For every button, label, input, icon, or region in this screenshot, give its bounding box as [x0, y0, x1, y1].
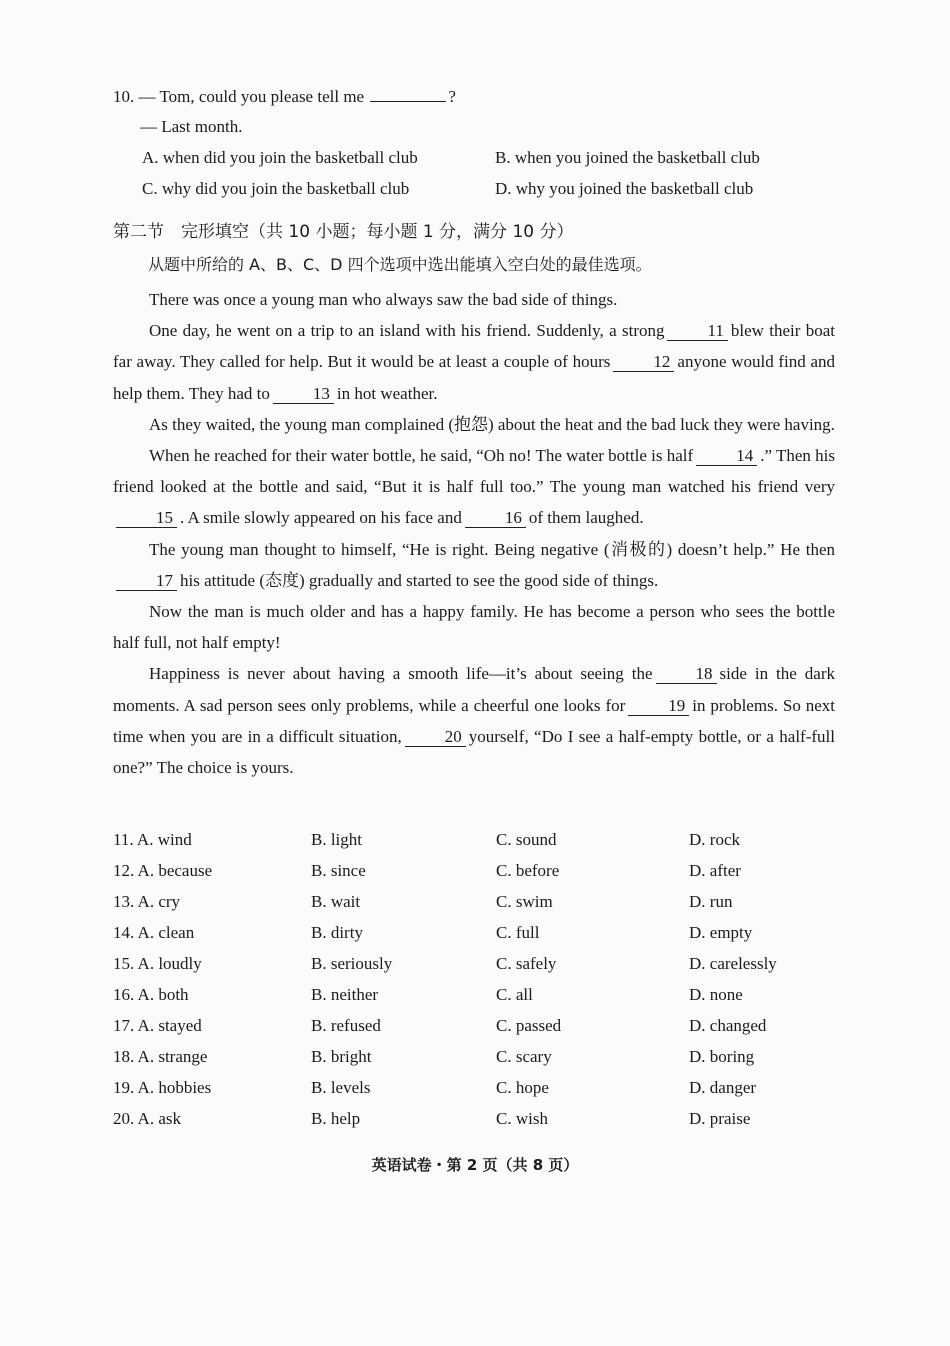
- option-b: B. neither: [311, 985, 379, 1004]
- option-a: 15. A. loudly: [113, 954, 202, 973]
- paragraph-6: Now the man is much older and has a happy family. He has become a person who sees the bottle half full, not half empty!: [113, 602, 835, 653]
- blank-16: 16: [465, 509, 526, 528]
- blank-14: 14: [696, 447, 757, 466]
- option-d: D. after: [689, 861, 741, 880]
- option-c: C. all: [496, 985, 533, 1004]
- section-instruction: 从题中所给的 A、B、C、D 四个选项中选出能填入空白处的最佳选项。: [148, 255, 652, 274]
- blank-19: 19: [628, 697, 689, 716]
- option-d: D. rock: [689, 830, 740, 849]
- text: The young man thought to himself, “He is right. Being negative (消极的) doesn’t help.” He then: [149, 539, 835, 559]
- option-d: D. changed: [689, 1016, 767, 1035]
- blank-11: 11: [667, 322, 727, 341]
- option-a: 19. A. hobbies: [113, 1078, 212, 1097]
- option-b: B. wait: [311, 892, 361, 911]
- option-a: 16. A. both: [113, 985, 189, 1004]
- blank-20: 20: [405, 728, 466, 747]
- option-row: [113, 860, 873, 891]
- question-10-mark: ?: [448, 87, 456, 106]
- option-c: C. hope: [496, 1078, 549, 1097]
- option-a: 17. A. stayed: [113, 1016, 202, 1035]
- option-d: D. danger: [689, 1078, 757, 1097]
- question-10-text: 10. — Tom, could you please tell me: [113, 87, 365, 106]
- text: blew their boat far away. They called for help. But it would be at least a couple of hours: [113, 321, 835, 372]
- option-b: B. bright: [311, 1047, 372, 1066]
- option-d: D. run: [689, 892, 733, 911]
- option-row: [113, 1108, 873, 1139]
- option-c: C. before: [496, 861, 560, 880]
- blank-18: 18: [656, 665, 717, 684]
- blank-13: 13: [273, 385, 334, 404]
- question-10-prompt: [113, 85, 456, 108]
- text: anyone would find and help them. They had to: [113, 352, 835, 403]
- question-10-option-d: D. why you joined the basketball club: [495, 179, 754, 198]
- option-c: C. full: [496, 923, 540, 942]
- option-c: C. sound: [496, 830, 557, 849]
- paragraph-2: [113, 315, 835, 409]
- paragraph-7: [113, 658, 835, 783]
- option-row: [113, 1015, 873, 1046]
- text: One day, he went on a trip to an island with his friend. Suddenly, a strong: [149, 321, 665, 341]
- option-row: [113, 984, 873, 1015]
- option-a: 12. A. because: [113, 861, 213, 880]
- text: . A smile slowly appeared on his face and: [180, 508, 462, 528]
- question-10-blank: [370, 85, 446, 102]
- option-b: B. levels: [311, 1078, 371, 1097]
- option-d: D. none: [689, 985, 743, 1004]
- option-c: C. swim: [496, 892, 553, 911]
- cloze-passage: [113, 284, 835, 783]
- option-row: [113, 1077, 873, 1108]
- text: in hot weather.: [336, 383, 438, 403]
- option-a: 11. A. wind: [113, 830, 192, 849]
- option-d: D. empty: [689, 923, 753, 942]
- option-c: C. wish: [496, 1109, 548, 1128]
- answer-options: [113, 829, 873, 1139]
- blank-12: 12: [613, 353, 674, 372]
- option-b: B. seriously: [311, 954, 393, 973]
- option-row: [113, 829, 873, 860]
- option-row: [113, 922, 873, 953]
- option-a: 18. A. strange: [113, 1047, 208, 1066]
- text: .” Then his friend looked at the bottle and said, “But it is half full too.” The young man watched his friend very: [113, 446, 835, 497]
- text: his attitude (态度) gradually and started to see the good side of things.: [180, 570, 659, 590]
- option-d: D. carelessly: [689, 954, 777, 973]
- option-b: B. light: [311, 830, 363, 849]
- option-b: B. since: [311, 861, 366, 880]
- question-10-option-b: B. when you joined the basketball club: [495, 148, 760, 167]
- text: Happiness is never about having a smooth life—it’s about seeing the: [149, 664, 653, 684]
- blank-17: 17: [116, 572, 177, 591]
- option-b: B. help: [311, 1109, 361, 1128]
- question-10-option-c: C. why did you join the basketball club: [142, 179, 410, 198]
- text: When he reached for their water bottle, he said, “Oh no! The water bottle is half: [149, 446, 694, 466]
- option-c: C. passed: [496, 1016, 562, 1035]
- text: side in the dark moments. A sad person sees only problems, while a cheerful one looks for: [113, 664, 835, 715]
- option-a: 14. A. clean: [113, 923, 195, 942]
- paragraph-4: [113, 440, 835, 534]
- blank-15: 15: [116, 509, 177, 528]
- section-heading: 第二节 完形填空（共 10 小题；每小题 1 分，满分 10 分）: [113, 222, 574, 242]
- option-row: [113, 953, 873, 984]
- text: yourself, “Do I see a half-empty bottle, or a half-full one?” The choice is yours.: [113, 726, 835, 778]
- paragraph-3: As they waited, the young man complained (抱怨) about the heat and the bad luck they were having.: [149, 414, 835, 434]
- option-b: B. dirty: [311, 923, 363, 942]
- option-row: [113, 891, 873, 922]
- text: of them laughed.: [528, 508, 644, 528]
- page-footer: 英语试卷・第 2 页（共 8 页）: [371, 1156, 579, 1174]
- option-c: C. safely: [496, 954, 557, 973]
- option-a: 20. A. ask: [113, 1109, 181, 1128]
- option-a: 13. A. cry: [113, 892, 181, 911]
- paragraph-1: There was once a young man who always saw the bad side of things.: [149, 290, 618, 309]
- option-b: B. refused: [311, 1016, 381, 1035]
- question-10-option-a: A. when did you join the basketball club: [142, 148, 418, 167]
- paragraph-5: [113, 534, 835, 596]
- option-d: D. praise: [689, 1109, 751, 1128]
- option-c: C. scary: [496, 1047, 552, 1066]
- option-row: [113, 1046, 873, 1077]
- question-10-reply: — Last month.: [140, 117, 243, 136]
- text: in problems. So next time when you are in a difficult situation,: [113, 695, 836, 746]
- option-d: D. boring: [689, 1047, 755, 1066]
